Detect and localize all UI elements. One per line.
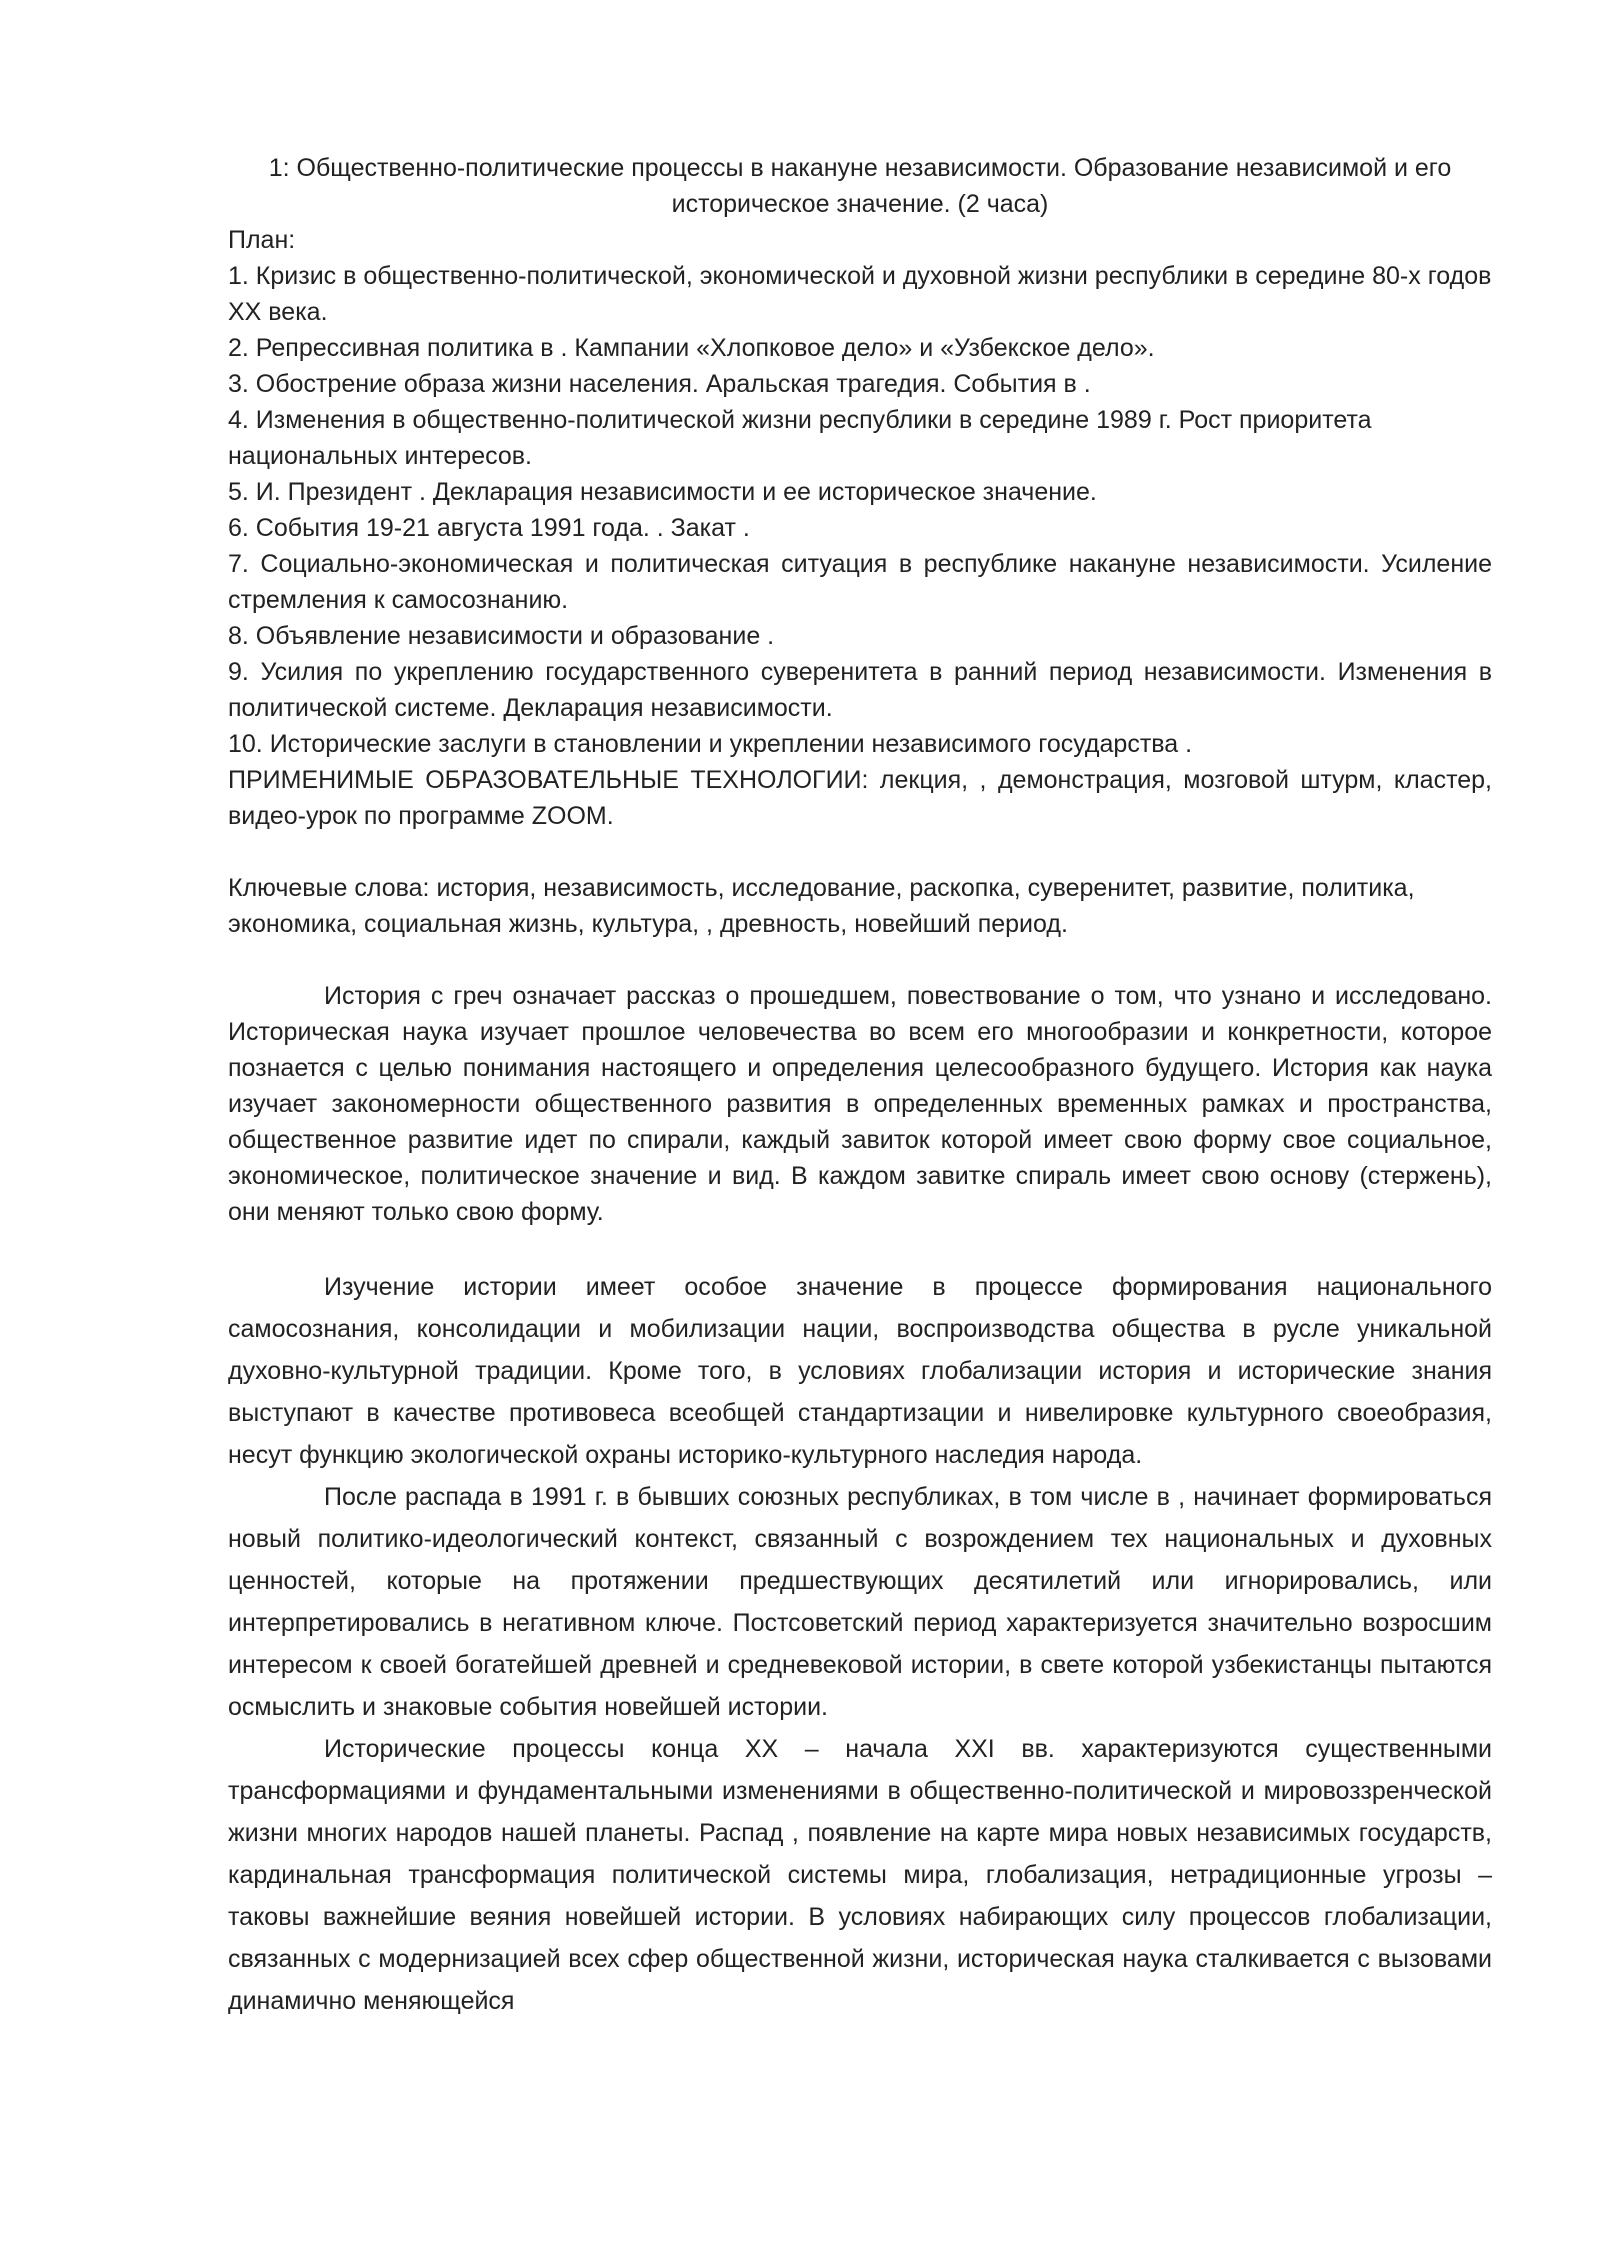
plan-item: 3. Обострение образа жизни населения. Аральская трагедия. События в . [228,370,1091,398]
body-paragraph: История с греч означает рассказ о прошедшем, повествование о том, что узнано и исследовано. Историческая наука изучает прошлое человечества во всем его многообразии и конкретности, которое познается с целью понимания настоящего и определения целесообразного будущего. История как наука изучает закономерности общественного развития в определенных временных рамках и пространства, общественное развитие идет по спирали, каждый завиток которой имеет свою форму свое социальное, экономическое, политическое значение и вид. В каждом завитке спираль имеет свою основу (стержень), они меняют только свою форму. [228,982,1492,1226]
plan-item: 7. Социально-экономическая и политическая ситуация в республике накануне независимости. Усиление стремления к самосознанию. [228,550,1492,614]
plan-item: 4. Изменения в общественно-политической жизни республики в середине 1989 г. Рост приоритета национальных интересов. [228,406,1372,470]
spacer [228,1230,1492,1266]
spacer [228,834,1492,870]
plan-item: 1. Кризис в общественно-политической, экономической и духовной жизни республики в середине 80-х годов XX века. [228,262,1492,326]
technologies-text: ПРИМЕНИМЫЕ ОБРАЗОВАТЕЛЬНЫЕ ТЕХНОЛОГИИ: лекция, , демонстрация, мозговой штурм, кластер, видео-урок по программе ZOOM. [228,766,1492,830]
plan-item: 9. Усилия по укреплению государственного суверенитета в ранний период независимости. Изменения в политической системе. Декларация независимости. [228,658,1492,722]
document-title: 1: Общественно-политические процессы в накануне независимости. Образование независимой и его историческое значение. (2 часа) [268,154,1452,218]
body-paragraph: Изучение истории имеет особое значение в процессе формирования национального самосознания, консолидации и мобилизации нации, воспроизводства общества в русле уникальной духовно-культурной традиции. Кроме того, в условиях глобализации история и исторические знания выступают в качестве противовеса всеобщей стандартизации и нивелировке культурного своеобразия, несут функцию экологической охраны историко-культурного наследия народа. [228,1273,1492,1469]
plan-item: 5. И. Президент . Декларация независимости и ее историческое значение. [228,478,1097,506]
spacer [228,942,1492,978]
plan-item: 10. Исторические заслуги в становлении и укреплении независимого государства . [228,730,1193,758]
keywords-text: Ключевые слова: история, независимость, исследование, раскопка, суверенитет, развитие, политика, экономика, социальная жизнь, культура, , древность, новейший период. [228,874,1415,938]
body-paragraph: Исторические процессы конца XX – начала XXI вв. характеризуются существенными трансформациями и фундаментальными изменениями в общественно-политической и мировоззренческой жизни многих народов нашей планеты. Распад , появление на карте мира новых независимых государств, кардинальная трансформация политической системы мира, глобализация, нетрадиционные угрозы – таковы важнейшие веяния новейшей истории. В условиях набирающих силу процессов глобализации, связанных с модернизацией всех сфер общественной жизни, историческая наука сталкивается с вызовами динамично меняющейся [228,1735,1492,2015]
plan-item: 2. Репрессивная политика в . Кампании «Хлопковое дело» и «Узбекское дело». [228,334,1155,362]
body-paragraph: После распада в 1991 г. в бывших союзных республиках, в том числе в , начинает формироваться новый политико-идеологический контекст, связанный с возрождением тех национальных и духовных ценностей, которые на протяжении предшествующих десятилетий или игнорировались, или интерпретировались в негативном ключе. Постсоветский период характеризуется значительно возросшим интересом к своей богатейшей древней и средневековой истории, в свете которой узбекистанцы пытаются осмыслить и знаковые события новейшей истории. [228,1483,1492,1721]
plan-list [228,258,1492,762]
plan-item: 6. События 19-21 августа 1991 года. . Закат . [228,514,750,542]
plan-heading: План: [228,226,296,254]
plan-item: 8. Объявление независимости и образование . [228,622,775,650]
document-page [228,150,1492,2022]
